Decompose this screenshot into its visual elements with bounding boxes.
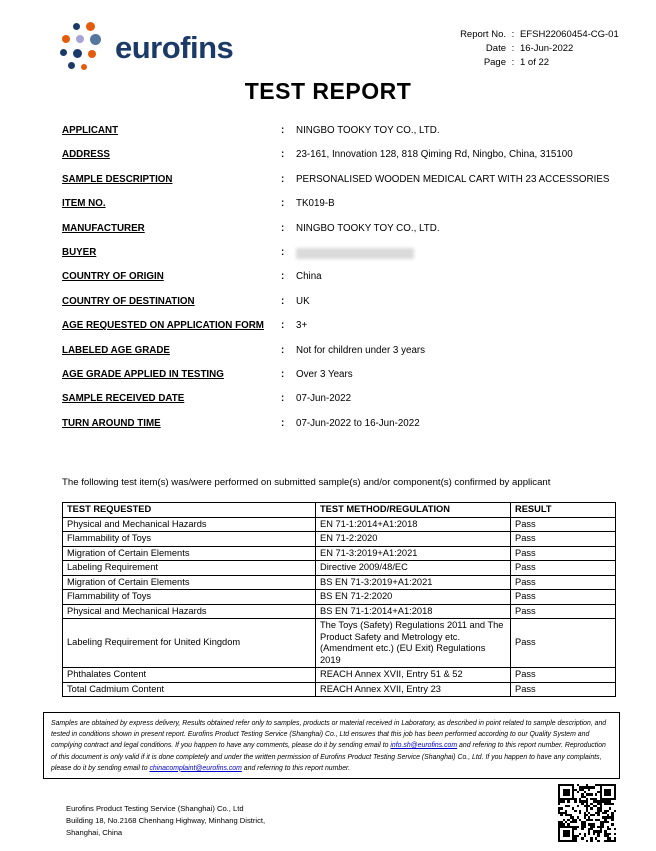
field-row-sample-received-date bbox=[62, 391, 622, 407]
disclaimer-box bbox=[43, 712, 620, 779]
qr-code bbox=[558, 784, 616, 842]
report-no-value: EFSH22060454-CG-01 bbox=[520, 29, 619, 40]
email-link-chinacomplaint[interactable]: chinacomplaint@eurofins.com bbox=[149, 764, 242, 772]
colon: : bbox=[511, 57, 515, 68]
disclaimer-text-2: and refering to this report number. Reproduction of this document is only valid if it is done completely and under the written permission of Eurofins Product Testing Service (Shanghai) Co., Ltd. If you happen to have any complaints, please do it by sending email to bbox=[51, 742, 606, 772]
result-cell: Pass bbox=[511, 604, 616, 619]
lab-address-line-3: Shanghai, China bbox=[66, 827, 123, 837]
colon: : bbox=[281, 320, 285, 332]
colon: : bbox=[511, 43, 515, 54]
field-value: UK bbox=[296, 295, 310, 307]
field-value: TK019-B bbox=[296, 198, 335, 210]
test-method-cell: BS EN 71-3:2019+A1:2021 bbox=[316, 575, 511, 590]
colon: : bbox=[281, 295, 285, 307]
field-label: SAMPLE DESCRIPTION bbox=[62, 173, 173, 185]
table-header-row bbox=[63, 503, 616, 518]
col-test-requested: TEST REQUESTED bbox=[63, 503, 316, 518]
table-row bbox=[63, 561, 616, 576]
field-label: SAMPLE RECEIVED DATE bbox=[62, 393, 185, 405]
result-cell: Pass bbox=[511, 619, 616, 668]
table-row bbox=[63, 590, 616, 605]
field-label: COUNTRY OF DESTINATION bbox=[62, 295, 195, 307]
field-value: China bbox=[296, 271, 322, 283]
colon: : bbox=[281, 417, 285, 429]
lab-address-line-2: Building 18, No.2168 Chenhang Highway, Minhang District, bbox=[66, 815, 266, 825]
field-row-address bbox=[62, 147, 622, 163]
eurofins-logo bbox=[60, 22, 233, 72]
eurofins-dots-icon bbox=[60, 22, 108, 72]
report-page-value: 1 of 22 bbox=[520, 57, 550, 68]
field-row-age-requested-on-application-form bbox=[62, 318, 622, 334]
lab-address-line-1: Eurofins Product Testing Service (Shanghai) Co., Ltd bbox=[66, 804, 244, 813]
col-result: RESULT bbox=[511, 503, 616, 518]
lab-address bbox=[66, 803, 265, 838]
field-label: AGE REQUESTED ON APPLICATION FORM bbox=[62, 320, 264, 332]
test-requested-cell: Physical and Mechanical Hazards bbox=[63, 517, 316, 532]
field-value: Not for children under 3 years bbox=[296, 344, 426, 356]
field-label: TURN AROUND TIME bbox=[62, 417, 161, 429]
report-date-value: 16-Jun-2022 bbox=[520, 43, 574, 54]
intro-text: The following test item(s) was/were performed on submitted sample(s) and/or component(s) confirmed by applicant bbox=[62, 477, 551, 488]
field-list bbox=[62, 123, 622, 440]
table-row bbox=[63, 517, 616, 532]
test-method-cell: EN 71-1:2014+A1:2018 bbox=[316, 517, 511, 532]
table-row bbox=[63, 532, 616, 547]
test-method-cell: EN 71-3:2019+A1:2021 bbox=[316, 546, 511, 561]
test-method-cell: EN 71-2:2020 bbox=[316, 532, 511, 547]
result-cell: Pass bbox=[511, 668, 616, 683]
test-requested-cell: Flammability of Toys bbox=[63, 590, 316, 605]
test-requested-cell: Physical and Mechanical Hazards bbox=[63, 604, 316, 619]
eurofins-wordmark: eurofins bbox=[115, 29, 234, 65]
test-method-cell: REACH Annex XVII, Entry 51 & 52 bbox=[316, 668, 511, 683]
result-cell: Pass bbox=[511, 532, 616, 547]
test-method-cell: Directive 2009/48/EC bbox=[316, 561, 511, 576]
colon: : bbox=[281, 271, 285, 283]
email-link-info-sh[interactable]: info.sh@eurofins.com bbox=[390, 742, 458, 750]
colon: : bbox=[511, 29, 515, 40]
table-row bbox=[63, 575, 616, 590]
colon: : bbox=[281, 369, 285, 381]
result-cell: Pass bbox=[511, 517, 616, 532]
col-test-method: TEST METHOD/REGULATION bbox=[316, 503, 511, 518]
field-value: PERSONALISED WOODEN MEDICAL CART WITH 23 ACCESSORIES bbox=[296, 173, 610, 185]
field-row-applicant bbox=[62, 123, 622, 139]
field-label: AGE GRADE APPLIED IN TESTING bbox=[62, 369, 224, 381]
field-row-age-grade-applied-in-testing bbox=[62, 367, 622, 383]
field-value bbox=[287, 245, 622, 261]
disclaimer-text-1: Samples are obtained by express delivery, Results obtained refer only to samples, products or material received in Laboratory, as described in point related to sample description, and tested in conditions shown in present report. Eurofins Product Testing Service (Shanghai) Co., Ltd ensures that this job has been performed according to our Quality System and complying contract and legal conditions. If you happen to have any comments, please do it by sending email to bbox=[51, 720, 607, 750]
colon: : bbox=[281, 173, 285, 185]
field-label: MANUFACTURER bbox=[62, 222, 145, 234]
result-cell: Pass bbox=[511, 575, 616, 590]
field-row-country-of-origin bbox=[62, 269, 622, 285]
result-cell: Pass bbox=[511, 590, 616, 605]
field-value: NINGBO TOOKY TOY CO., LTD. bbox=[296, 222, 440, 234]
result-cell: Pass bbox=[511, 682, 616, 697]
field-row-turn-around-time bbox=[62, 416, 622, 432]
test-method-cell: BS EN 71-2:2020 bbox=[316, 590, 511, 605]
colon: : bbox=[281, 222, 285, 234]
table-row bbox=[63, 682, 616, 697]
field-row-country-of-destination bbox=[62, 294, 622, 310]
field-value: 07-Jun-2022 to 16-Jun-2022 bbox=[296, 417, 420, 429]
report-meta bbox=[438, 28, 652, 70]
field-row-manufacturer bbox=[62, 221, 622, 237]
colon: : bbox=[281, 393, 285, 405]
colon: : bbox=[281, 125, 285, 136]
field-row-labeled-age-grade bbox=[62, 343, 622, 359]
table-row bbox=[63, 604, 616, 619]
colon: : bbox=[281, 149, 285, 161]
report-page-label: Page bbox=[483, 57, 506, 68]
result-cell: Pass bbox=[511, 561, 616, 576]
field-value: Over 3 Years bbox=[296, 369, 353, 381]
field-label: ITEM NO. bbox=[62, 198, 106, 210]
field-value: 3+ bbox=[296, 320, 308, 332]
results-table bbox=[62, 502, 616, 697]
test-requested-cell: Phthalates Content bbox=[63, 668, 316, 683]
field-value: 23-161, Innovation 128, 818 Qiming Rd, Ningbo, China, 315100 bbox=[296, 149, 573, 161]
field-value: NINGBO TOOKY TOY CO., LTD. bbox=[296, 125, 440, 136]
report-no-label: Report No. bbox=[460, 29, 506, 40]
report-date-label: Date bbox=[485, 43, 506, 54]
disclaimer-text-3: and referring to this report number. bbox=[241, 764, 350, 772]
test-requested-cell: Labeling Requirement for United Kingdom bbox=[63, 619, 316, 668]
redacted-value bbox=[296, 248, 414, 259]
field-row-buyer bbox=[62, 245, 622, 261]
field-label: APPLICANT bbox=[62, 125, 119, 136]
test-requested-cell: Total Cadmium Content bbox=[63, 682, 316, 697]
result-cell: Pass bbox=[511, 546, 616, 561]
field-value: 07-Jun-2022 bbox=[296, 393, 352, 405]
colon: : bbox=[281, 247, 285, 259]
field-label: BUYER bbox=[62, 247, 97, 259]
table-row bbox=[63, 619, 616, 668]
field-row-item-no bbox=[62, 196, 622, 212]
report-page-row bbox=[438, 56, 652, 70]
table-row bbox=[63, 546, 616, 561]
test-requested-cell: Labeling Requirement bbox=[63, 561, 316, 576]
colon: : bbox=[281, 344, 285, 356]
field-label: LABELED AGE GRADE bbox=[62, 344, 170, 356]
test-requested-cell: Migration of Certain Elements bbox=[63, 575, 316, 590]
page-title: TEST REPORT bbox=[244, 78, 412, 104]
test-method-cell: REACH Annex XVII, Entry 23 bbox=[316, 682, 511, 697]
test-requested-cell: Migration of Certain Elements bbox=[63, 546, 316, 561]
field-label: COUNTRY OF ORIGIN bbox=[62, 271, 164, 283]
table-row bbox=[63, 668, 616, 683]
report-no-row bbox=[438, 28, 652, 42]
field-label: ADDRESS bbox=[62, 149, 110, 161]
colon: : bbox=[281, 198, 285, 210]
test-method-cell: BS EN 71-1:2014+A1:2018 bbox=[316, 604, 511, 619]
field-row-sample-description bbox=[62, 172, 622, 188]
report-date-row bbox=[438, 42, 652, 56]
test-requested-cell: Flammability of Toys bbox=[63, 532, 316, 547]
test-method-cell: The Toys (Safety) Regulations 2011 and The Product Safety and Metrology etc. (Amendment etc.) (EU Exit) Regulations 2019 bbox=[316, 619, 511, 668]
